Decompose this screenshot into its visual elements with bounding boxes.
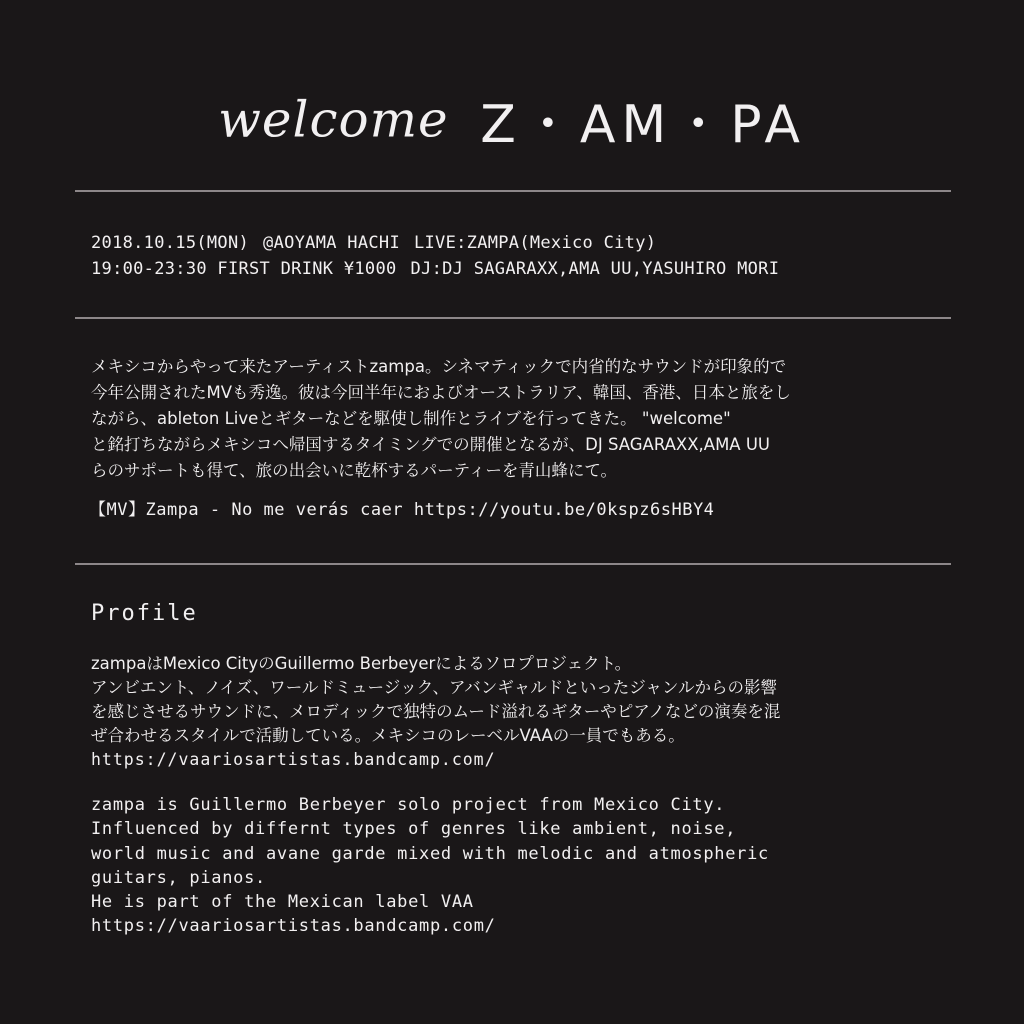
profile-ja-link[interactable]: https://vaariosartistas.bandcamp.com/ [91,750,496,769]
profile-ja-line: アンビエント、ノイズ、ワールドミュージック、アバンギャルドといったジャンルからの影響 [91,678,777,697]
profile-en-line: guitars, pianos. [91,867,266,888]
mv-link-line[interactable]: 【MV】Zampa - No me verás caer https://youtu.be/0kspz6sHBY4 [89,500,715,520]
divider-top [75,190,951,192]
description-line: メキシコからやって来たアーティストzampa。シネマティックで内省的なサウンドが印象的で [91,357,787,376]
profile-en-line: zampa is Guillermo Berbeyer solo project from Mexico City. [91,795,726,815]
event-date: 2018.10.15(MON) [91,233,250,253]
profile-en-line: world music and avane garde mixed with melodic and atmospheric [91,843,769,864]
artist-name-title: Z・AM・PA [480,95,806,155]
event-info [91,230,779,282]
event-row-1 [91,230,779,256]
profile-english [91,793,769,939]
divider-bottom [75,563,951,565]
welcome-script-title: welcome [218,90,449,149]
profile-ja-line: zampaはMexico CityのGuillermo Berbeyerによるソロプロジェクト。 [91,654,632,673]
description-line: ながら、ableton Liveとギターなどを駆使し制作とライブを行ってきた。 "welcome" [91,409,731,428]
event-row-2 [91,256,779,282]
description-line: と銘打ちながらメキシコへ帰国するタイミングでの開催となるが、DJ SAGARAXX,AMA UU [91,435,770,454]
description-line: らのサポートも得て、旅の出会いに乾杯するパーティーを青山蜂にて。 [91,461,618,480]
profile-heading: Profile [91,601,198,626]
profile-japanese [91,652,780,772]
profile-en-link[interactable]: https://vaariosartistas.bandcamp.com/ [91,916,496,937]
event-venue: @AOYAMA HACHI [263,233,400,253]
description-line: 今年公開されたMVも秀逸。彼は今回半年におよびオーストラリア、韓国、香港、日本と旅をし [91,383,791,402]
event-live: LIVE:ZAMPA(Mexico City) [413,233,657,253]
description-paragraph [91,354,951,484]
profile-en-line: He is part of the Mexican label VAA [91,892,474,913]
event-time-price: 19:00-23:30 FIRST DRINK ¥1000 [91,259,397,279]
event-dj: DJ:DJ SAGARAXX,AMA UU,YASUHIRO MORI [410,259,780,279]
profile-ja-line: ぜ合わせるスタイルで活動している。メキシコのレーベルVAAの一員でもある。 [91,726,685,745]
divider-middle [75,317,951,319]
profile-ja-line: を感じさせるサウンドに、メロディックで独特のムード溢れるギターやピアノなどの演奏を混 [91,702,781,721]
title-block [0,82,1024,157]
profile-en-line: Influenced by differnt types of genres like ambient, noise, [91,819,737,840]
